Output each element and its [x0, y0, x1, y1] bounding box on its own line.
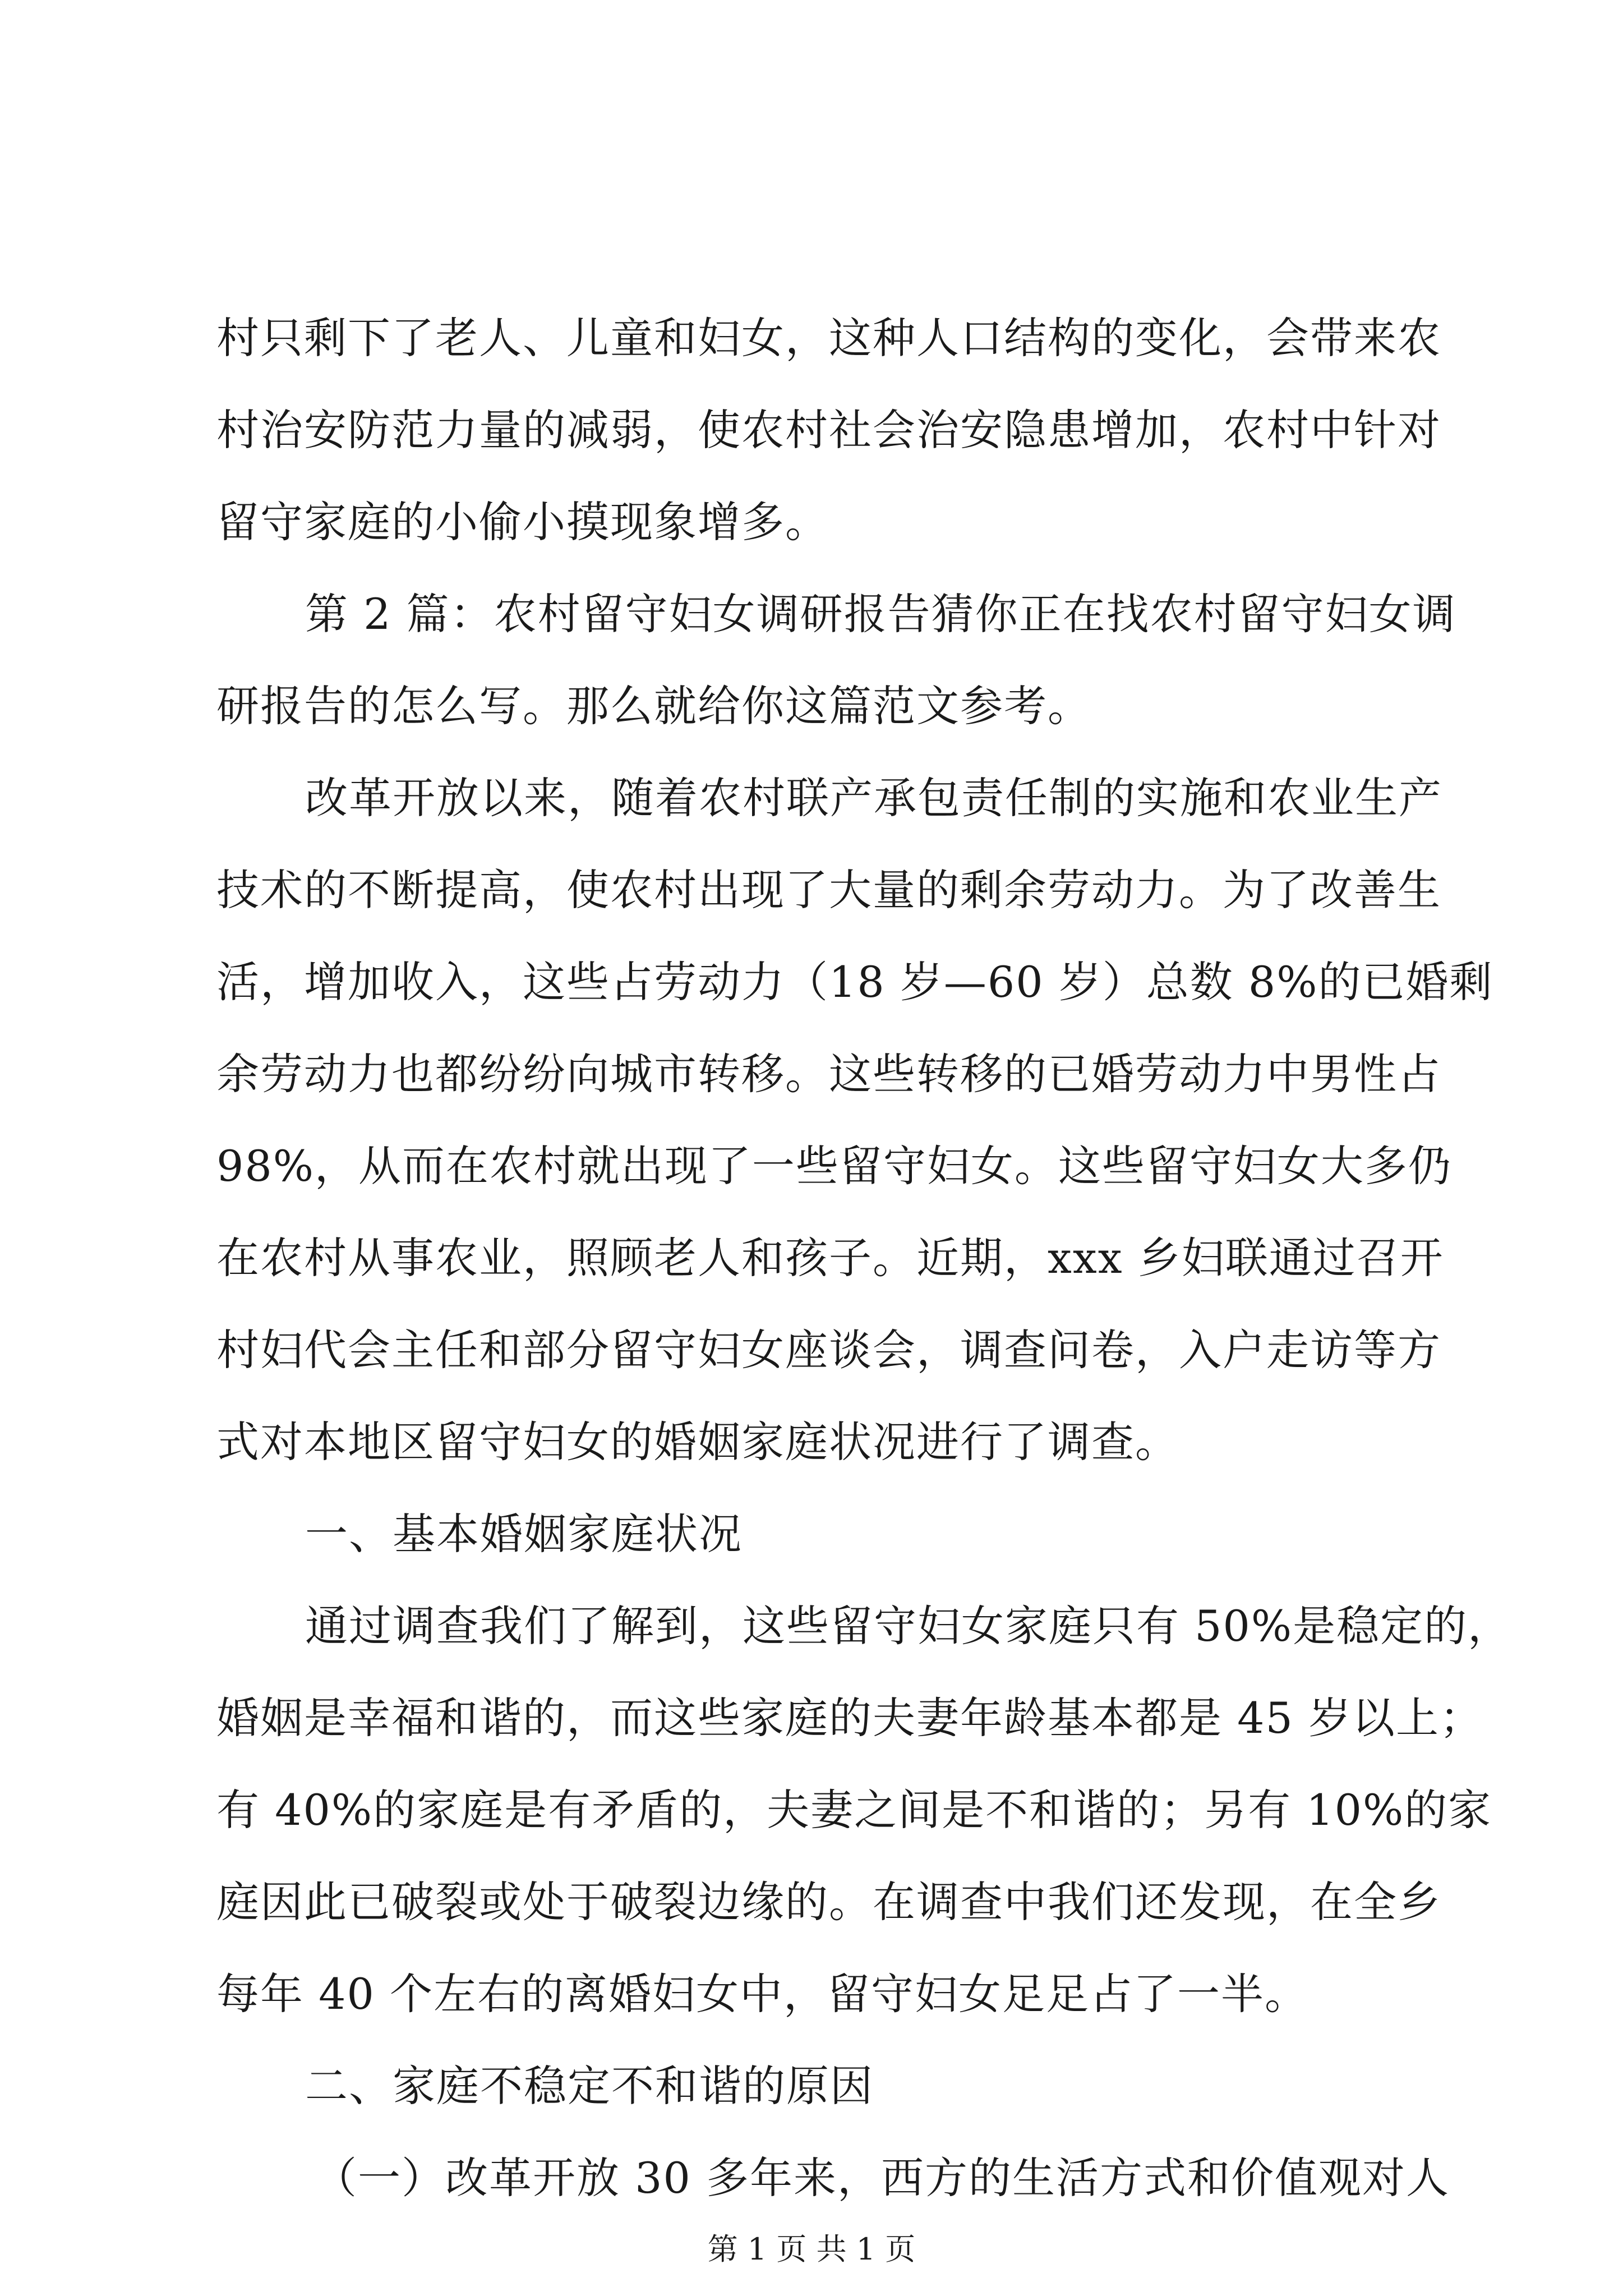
text-line: 研报告的怎么写。那么就给你这篇范文参考。	[216, 681, 1091, 731]
paragraph-start: 通过调查我们了解到，这些留守妇女家庭只有 50%是稳定的，	[305, 1601, 1512, 1651]
text-line: 98%，从而在农村就出现了一些留守妇女。这些留守妇女大多仍	[216, 1141, 1452, 1191]
text-line: 余劳动力也都纷纷向城市转移。这些转移的已婚劳动力中男性占	[216, 1049, 1441, 1099]
text-line: 村妇代会主任和部分留守妇女座谈会，调查问卷，入户走访等方	[216, 1325, 1441, 1375]
text-line: 庭因此已破裂或处于破裂边缘的。在调查中我们还发现，在全乡	[216, 1877, 1441, 1927]
text-line: 留守家庭的小偷小摸现象增多。	[216, 497, 829, 547]
text-line: 在农村从事农业，照顾老人和孩子。近期，xxx 乡妇联通过召开	[216, 1233, 1444, 1283]
text-line: 村治安防范力量的减弱，使农村社会治安隐患增加，农村中针对	[216, 405, 1441, 455]
subheading: 一、基本婚姻家庭状况	[305, 1509, 743, 1559]
text-line: 活，增加收入，这些占劳动力（18 岁—60 岁）总数 8%的已婚剩	[216, 957, 1493, 1007]
section-heading: 第 2 篇：农村留守妇女调研报告猜你正在找农村留守妇女调	[305, 589, 1456, 639]
text-line: （一）改革开放 30 多年来，西方的生活方式和价值观对人	[314, 2153, 1450, 2203]
text-line: 每年 40 个左右的离婚妇女中，留守妇女足足占了一半。	[216, 1969, 1309, 2019]
paragraph-start: 改革开放以来，随着农村联产承包责任制的实施和农业生产	[305, 773, 1442, 823]
text-line: 村只剩下了老人、儿童和妇女，这种人口结构的变化，会带来农	[216, 313, 1441, 363]
page-footer: 第 1 页 共 1 页	[707, 2231, 916, 2267]
text-line: 式对本地区留守妇女的婚姻家庭状况进行了调查。	[216, 1417, 1179, 1467]
text-line: 技术的不断提高，使农村出现了大量的剩余劳动力。为了改善生	[216, 865, 1441, 915]
text-line: 婚姻是幸福和谐的，而这些家庭的夫妻年龄基本都是 45 岁以上；	[216, 1693, 1484, 1743]
subheading: 二、家庭不稳定不和谐的原因	[305, 2061, 874, 2111]
text-line: 有 40%的家庭是有矛盾的，夫妻之间是不和谐的；另有 10%的家	[216, 1785, 1492, 1835]
